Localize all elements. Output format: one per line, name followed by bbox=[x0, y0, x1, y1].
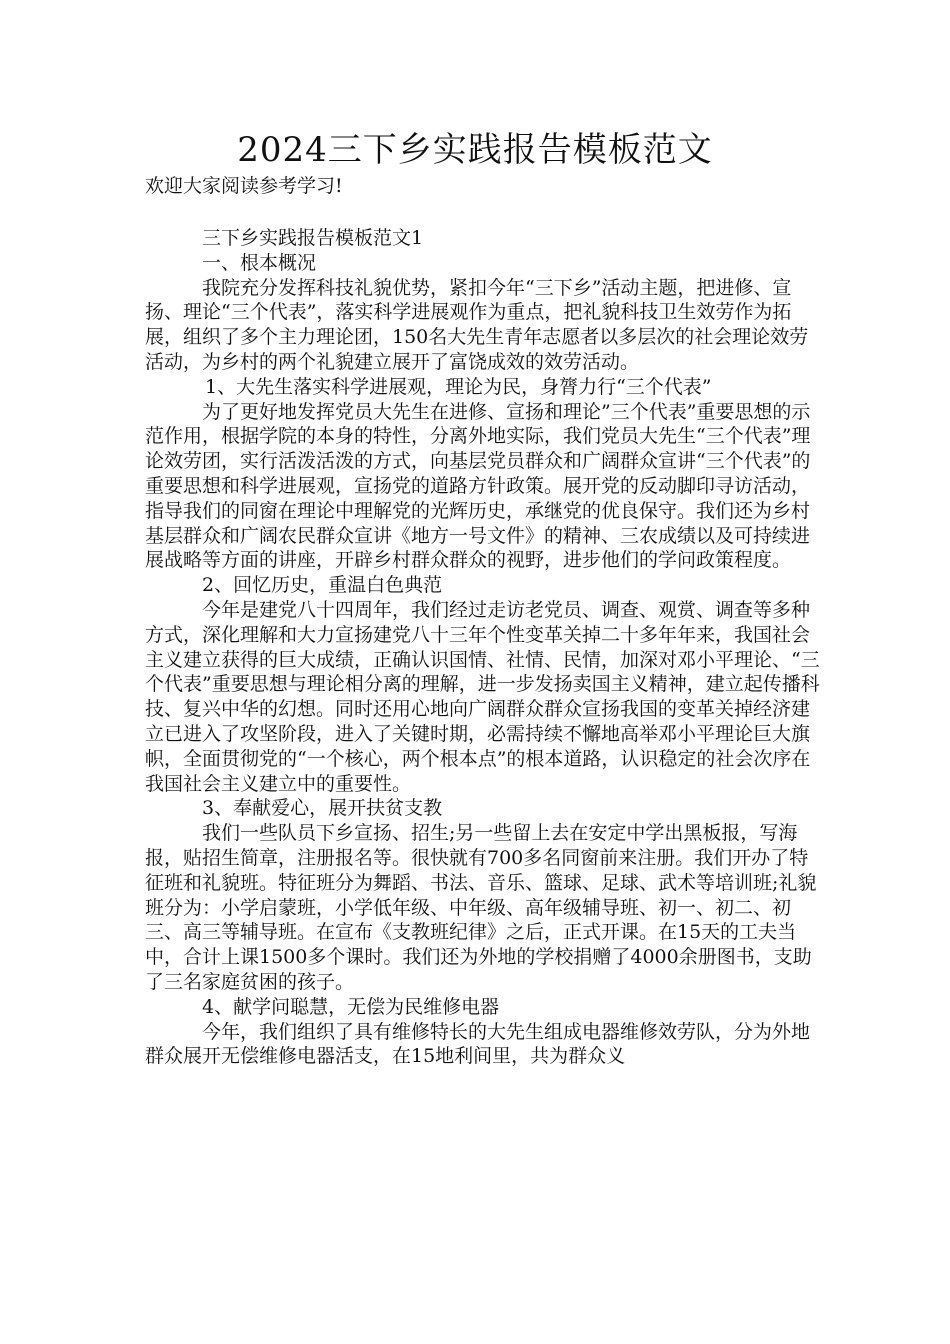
heading-overview: 一、根本概况 bbox=[202, 251, 317, 274]
paragraph-3: 我们一些队员下乡宣扬、招生;另一些留上去在安定中学出黑板报，写海报，贴招生简章，注册报名等。很快就有700多名同窗前来注册。我们开办了特征班和礼貌班。特征班分为舞蹈、书法、音乐、篮球、足球、武术等培训班;礼貌班分为：小学启蒙班，小学低年级、中年级、高年级辅导班、初一、初二、初三、高三等辅导班。在宣布《支教班纪律》之后，正式开课。在15天的工夫当中，合计上课1500多个课时。我们还为外地的学校捐赠了4000余册图书，支助了三名家庭贫困的孩子。 bbox=[145, 822, 817, 993]
paragraph-1: 为了更好地发挥党员大先生在进修、宣扬和理论”三个代表”重要思想的示范作用，根据学院的本身的特性，分离外地实际，我们党员大先生“三个代表”理论效劳团，实行活泼活泼的方式，向基层党员群众和广阔群众宣讲“三个代表”的重要思想和科学进展观，宣扬党的道路方针政策。展开党的反动脚印寻访活动，指导我们的同窗在理论中理解党的光辉历史，承继党的优良保守。我们还为乡村基层群众和广阔农民群众宣讲《地方一号文件》的精神、三农成绩以及可持续进展战略等方面的讲座，开辟乡村群众群众的视野，进步他们的学问政策程度。 bbox=[145, 400, 811, 572]
subheading-1: 1、大先生落实科学进展观，理论为民，身膂力行“三个代表” bbox=[205, 375, 712, 398]
paragraph-2: 今年是建党八十四周年，我们经过走访老党员、调查、观赏、调查等多种方式，深化理解和大力宣扬建党八十三年个性变革关掉二十多年年来，我国社会主义建立获得的巨大成绩，正确认识国情、社情、民情，加深对邓小平理论、“三个代表”重要思想与理论相分离的理解，进一步发扬卖国主义精神，建立起传播科技、复兴中华的幻想。同时还用心地向广阔群众群众宣扬我国的变革关掉经济建立已进入了攻坚阶段，进入了关键时期，必需持续不懈地高举邓小平理论巨大旗帜，全面贯彻党的“一个核心，两个根本点”的根本道路，认识稳定的社会次序在我国社会主义建立中的重要性。 bbox=[145, 598, 820, 795]
subheading-3: 3、奉献爱心，展开扶贫支教 bbox=[202, 797, 443, 820]
subheading-4: 4、献学问聪慧，无偿为民维修电器 bbox=[202, 995, 500, 1018]
paragraph-overview: 我院充分发挥科技礼貌优势，紧扣今年“三下乡”活动主题，把进修、宣扬、理论“三个代表”，落实科学进展观作为重点，把礼貌科技卫生效劳作为拓展，组织了多个主力理论团，150名大先生青年志愿者以多层次的社会理论效劳活动，为乡村的两个礼貌建立展开了富饶成效的效劳活动。 bbox=[145, 276, 809, 373]
document-body bbox=[145, 226, 825, 1069]
document-title: 2024三下乡实践报告模板范文 bbox=[237, 130, 713, 170]
subheading-2: 2、回忆历史，重温白色典范 bbox=[202, 574, 443, 597]
welcome-text: 欢迎大家阅读参考学习! bbox=[145, 175, 343, 197]
section-title: 三下乡实践报告模板范文1 bbox=[202, 227, 424, 249]
paragraph-4: 今年，我们组织了具有维修特长的大先生组成电器维修效劳队，分为外地群众展开无偿维修电器活支，在15地利间里，共为群众义 bbox=[145, 1020, 811, 1068]
